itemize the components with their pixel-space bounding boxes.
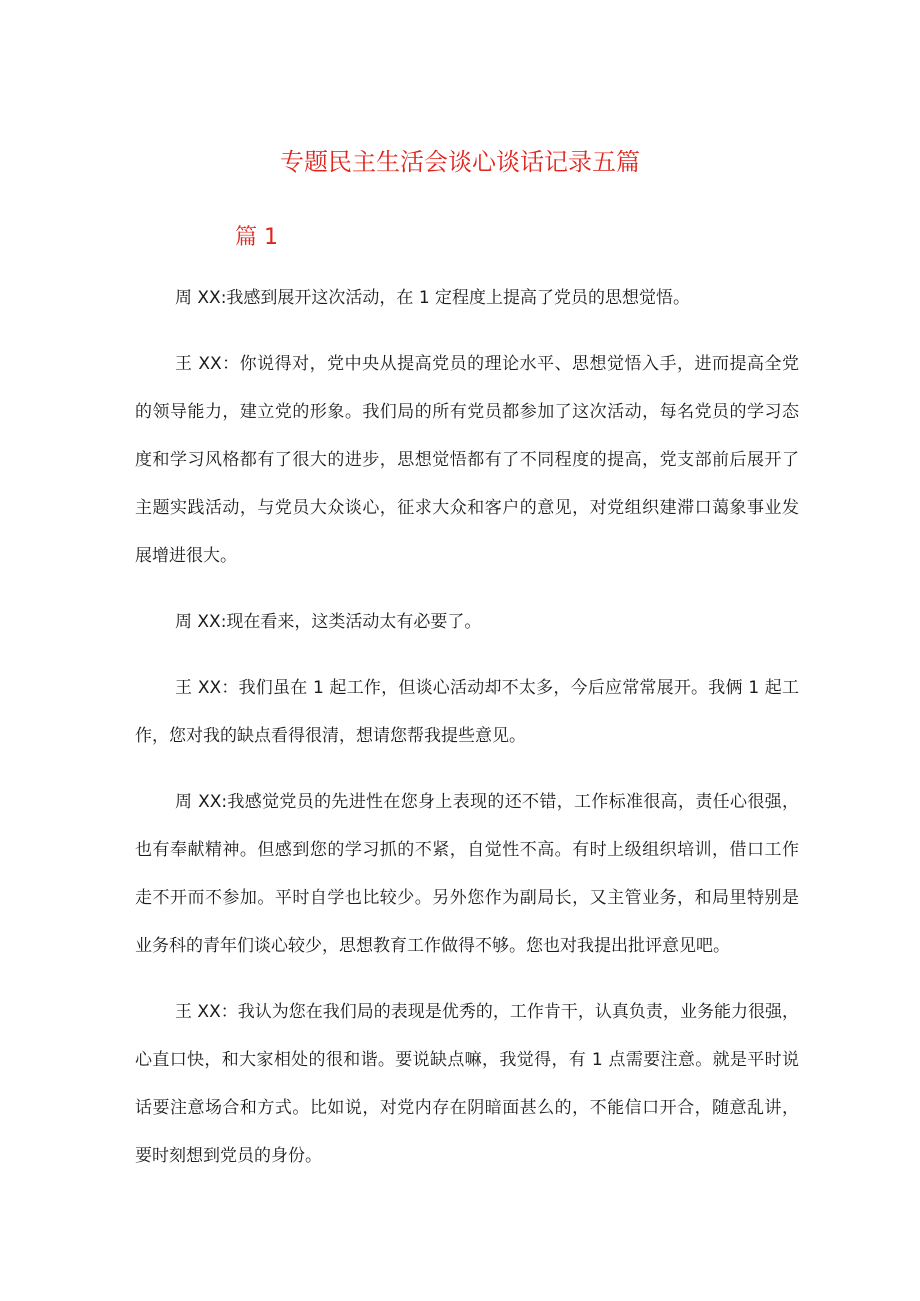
paragraph-line: 王 XX：我认为您在我们局的表现是优秀的，工作肯干，认真负责，业务能力很强， (175, 1002, 799, 1022)
paragraph-line: 话要注意场合和方式。比如说，对党内存在阴暗面甚么的，不能信口开合，随意乱讲， (135, 1098, 799, 1118)
paragraph-line: 主题实践活动，与党员大众谈心，征求大众和客户的意见，对党组织建滞口蔼象事业发 (135, 498, 799, 518)
dialogue-paragraph (135, 274, 799, 322)
paragraph-line: 展增进很大。 (135, 546, 237, 566)
dialogue-paragraph (135, 664, 799, 760)
dialogue-paragraph (135, 598, 799, 646)
section-heading: 篇 1 (235, 225, 278, 250)
paragraph-line: 的领导能力，建立党的形象。我们局的所有党员都参加了这次活动，每名党员的学习态 (135, 402, 799, 422)
paragraph-line: 周 XX:我感觉党员的先进性在您身上表现的还不错，工作标准很高，责任心很强， (175, 792, 799, 812)
dialogue-paragraph (135, 340, 799, 580)
paragraph-line: 度和学习风格都有了很大的进步，思想觉悟都有了不同程度的提高，党支部前后展开了 (135, 450, 799, 470)
paragraph-line: 周 XX:我感到展开这次活动，在 1 定程度上提高了党员的思想觉悟。 (175, 288, 691, 308)
paragraph-line: 要时刻想到党员的身份。 (135, 1146, 322, 1166)
paragraph-line: 周 XX:现在看来，这类活动太有必要了。 (175, 612, 482, 632)
dialogue-paragraph (135, 988, 799, 1180)
paragraph-line: 王 XX：你说得对，党中央从提高党员的理论水平、思想觉悟入手，进而提高全党 (175, 354, 799, 374)
document-title: 专题民主生活会谈心谈话记录五篇 (280, 148, 640, 176)
paragraph-line: 作，您对我的缺点看得很清，想请您帮我提些意见。 (135, 726, 526, 746)
document-body (135, 274, 799, 1198)
paragraph-line: 业务科的青年们谈心较少，思想教育工作做得不够。您也对我提出批评意见吧。 (135, 936, 730, 956)
paragraph-line: 王 XX：我们虽在 1 起工作，但谈心活动却不太多，今后应常常展开。我俩 1 起工 (175, 678, 799, 698)
dialogue-paragraph (135, 778, 799, 970)
paragraph-line: 走不开而不参加。平时自学也比较少。另外您作为副局长，又主管业务，和局里特别是 (135, 888, 799, 908)
paragraph-line: 也有奉献精神。但感到您的学习抓的不紧，自觉性不高。有时上级组织培训，借口工作 (135, 840, 799, 860)
paragraph-line: 心直口快，和大家相处的很和谐。要说缺点嘛，我觉得，有 1 点需要注意。就是平时说 (135, 1050, 799, 1070)
